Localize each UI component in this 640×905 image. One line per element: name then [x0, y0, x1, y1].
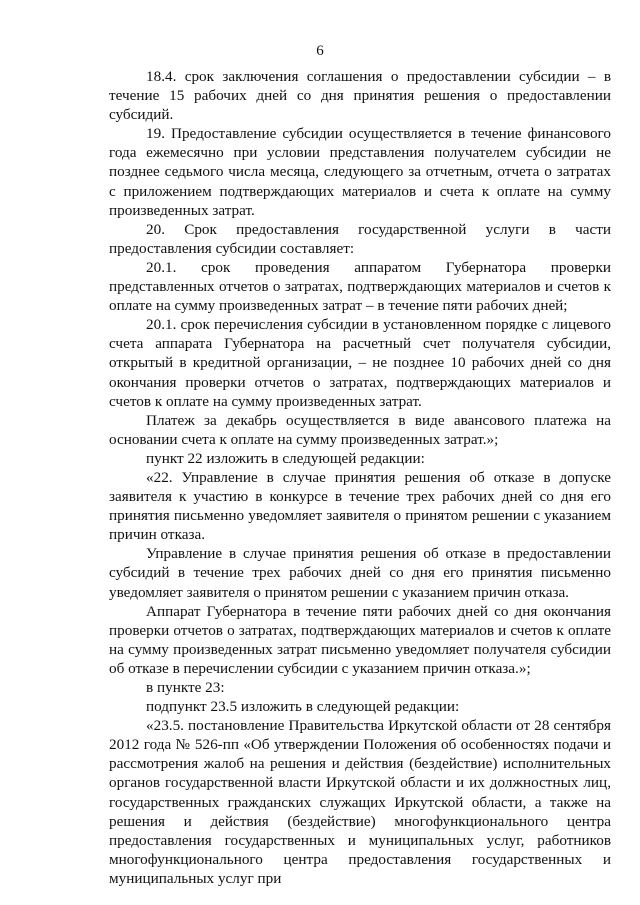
page-number: 6 — [316, 43, 324, 59]
paragraph-subpoint-23-5-intro: подпункт 23.5 изложить в следующей редакции: — [146, 698, 460, 716]
paragraph-22-apparatus: Аппарат Губернатора в течение пяти рабочих дней со дня окончания проверки отчетов о затратах, подтверждающих материалов и счетов к оплате на сумму произведенных затрат письменно уведомляет получателя субсидии об отказе в перечислении субсидии с указанием причин отказа.»; — [109, 602, 611, 677]
document-body — [109, 67, 611, 888]
paragraph-point-22-intro: пункт 22 изложить в следующей редакции: — [146, 449, 425, 467]
paragraph-18-4: 18.4. срок заключения соглашения о предоставлении субсидии – в течение 15 рабочих дней со дня принятия решения о предоставлении субсидий. — [109, 68, 611, 124]
paragraph-point-23-intro: в пункте 23: — [146, 679, 225, 696]
paragraph-22: «22. Управление в случае принятия решения об отказе в допуске заявителя к участию в конкурсе в течение трех рабочих дней со дня его принятия письменно уведомляет заявителя о принятом решении с указанием причин отказа. — [109, 468, 611, 544]
paragraph-december-payment: Платеж за декабрь осуществляется в виде авансового платежа на основании счета к оплате на сумму произведенных затрат.»; — [109, 411, 611, 448]
paragraph-22-refusal-subsidy: Управление в случае принятия решения об отказе в предоставлении субсидий в течение трех рабочих дней со дня его принятия письменно уведомляет заявителя о принятом решении с указанием причин отказа. — [109, 545, 611, 601]
paragraph-23-5: «23.5. постановление Правительства Иркутской области от 28 сентября 2012 года № 526-пп «Об утверждении Положения об особенностях подачи и рассмотрения жалоб на решения и действия (бездействие) исполнительных органов государственной власти Иркутской области и их должностных лиц, государственных гражданских служащих Иркутской области, а также на решения и действия (бездействие) многофункционального центра предоставления государственных и муниципальных услуг, работников многофункционального центра предоставления государственных и муниципальных услуг при — [109, 717, 611, 887]
paragraph-20: 20. Срок предоставления государственной услуги в части предоставления субсидии составляет: — [109, 220, 611, 257]
paragraph-20-1-transfer: 20.1. срок перечисления субсидии в установленном порядке с лицевого счета аппарата Губернатора на расчетный счет получателя субсидии, открытый в кредитной организации, – не позднее 10 рабочих дней со дня окончания проверки отчетов о затратах, подтверждающих материалов и счетов к оплате на сумму произведенных затрат. — [109, 316, 611, 410]
paragraph-20-1-check: 20.1. срок проведения аппаратом Губернатора проверки представленных отчетов о затратах, подтверждающих материалов и счетов к оплате на сумму произведенных затрат – в течение пяти рабочих дней; — [109, 258, 611, 315]
paragraph-19: 19. Предоставление субсидии осуществляется в течение финансового года ежемесячно при условии представления получателем субсидии не позднее седьмого числа месяца, следующего за отчетным, отчета о затратах с приложением подтверждающих материалов и счета к оплате на сумму произведенных затрат. — [109, 125, 611, 219]
